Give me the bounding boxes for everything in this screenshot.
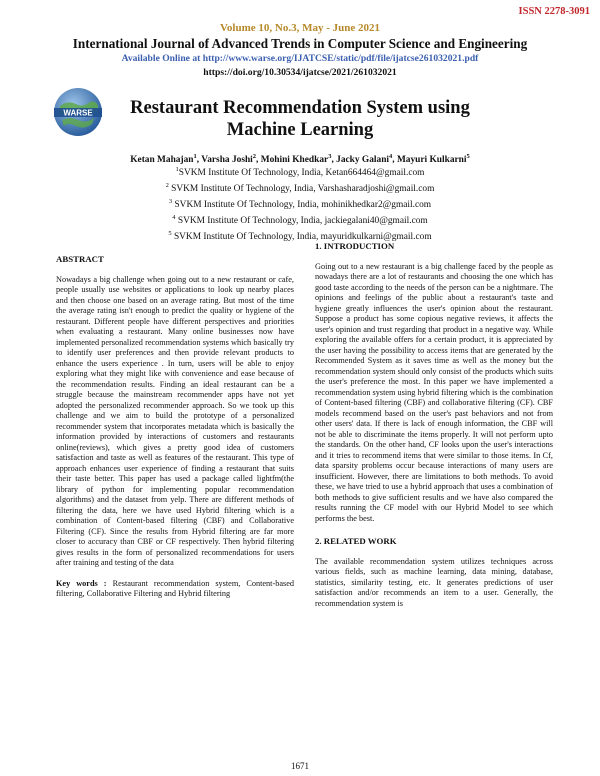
left-column	[56, 254, 294, 600]
affiliation: $^2$ SVKM Institute Of Technology, India, Varshasharadjoshi@gmail.com	[165, 181, 435, 195]
paper-title	[0, 97, 600, 141]
keywords-text: Restaurant recommendation system, Content-based filtering, Collaborative Filtering and Hybrid filtering	[56, 578, 295, 598]
author: Mayuri Kulkarni$^5$	[396, 153, 470, 166]
keywords-label: Key words :	[56, 578, 107, 588]
affiliation: $^4$ SVKM Institute Of Technology, India, jackiegalani40@gmail.com	[172, 213, 428, 226]
affiliation: $^5$ SVKM Institute Of Technology, India, mayuridkulkarni@gmail.com	[168, 229, 432, 242]
keywords	[56, 579, 294, 600]
journal-title: International Journal of Advanced Trends in Computer Science and Engineering	[72, 36, 528, 51]
affiliation-list	[0, 164, 600, 244]
abstract-text: Nowadays a big challenge when going out to a new restaurant or cafe, people usually use websites or applications to look up nearby places and then choose one based on an average rating. But most of the time the average rating isn't enough to predict the quality or hygiene of the restaurant. Different people have different perspectives and priorities when evaluating a restaurant. Many online businesses now have implemented personalized recommendation systems which basically try to identify user preferences and then provide relevant products to enhance the users experience . In turn, users will be able to enjoy exploring what they might like with convenience and ease because of the recommendation results. Finding an ideal restaurant can be a struggle because the mainstream recommender apps have not yet adopted the personalized recommender approach. So we took up this challenge and we aim to build the prototype of a personalized recommender system that incorporates metadata which is basically the information provided by interactions of customers and restaurants online(reviews), which gives a pretty good idea of customers satisfaction and taste as well as features of the restaurant. This type of approach enhances user experience of finding a restaurant that suits their taste better. This paper has used a package called lightfm(the library of python for implementing popular recommendation algorithms) and the dataset from yelp. There are different methods of filtering the data, here we have used Hybrid filtering which is a combination of Content-based filtering (CBF) and Collaborative Filtering (CF). Since the results from Hybrid filtering are far more closer to accuracy than CBF or CF respectively. Then hybrid filtering gives results in the form of personalized recommendations for users after training and testing of the data	[56, 274, 294, 567]
affiliation: $^3$ SVKM Institute Of Technology, India, mohinikhedkar2@gmail.com	[168, 197, 432, 210]
right-column	[315, 241, 553, 609]
page-number: 1671	[291, 761, 309, 771]
volume-line: Volume 10, No.3, May - June 2021	[219, 22, 380, 34]
available-online-link[interactable]: Available Online at http://www.warse.org/IJATCSE/static/pdf/file/ijatcse261032021.pdf	[121, 53, 479, 64]
abstract-heading: ABSTRACT	[56, 254, 104, 264]
title-line-2: Machine Learning	[226, 120, 374, 140]
author: Mohini Khedkar$^3$,	[260, 153, 337, 166]
author: Ketan Mahajan$^1$,	[130, 153, 202, 166]
author: Jacky Galani$^4$,	[336, 153, 397, 166]
doi-link[interactable]: https://doi.org/10.30534/ijatcse/2021/261032021	[203, 67, 397, 78]
affiliation: $^1$SVKM Institute Of Technology, India, Ketan664464@gmail.com	[175, 166, 425, 179]
related-work-heading: 2. RELATED WORK	[315, 536, 397, 546]
author: Varsha Joshi$^2$,	[201, 153, 261, 166]
introduction-heading: 1. INTRODUCTION	[315, 241, 395, 251]
introduction-text: Going out to a new restaurant is a big challenge faced by the people as nowadays there are a lot of restaurants and choosing the one which has good taste according to the needs of the person can be a nightmare. The opinions and feelings of the public about a restaurant's taste and hygiene greatly influences the user's opinion about the restaurant. Suppose a product has some copious negative reviews, it affects the user's opinion and trust regarding that product in a negative way. While exploring the available offers for a certain product, it is appreciated by the user having the possibility to access items that are generated by the Recommended System as it saves time as well as the money but the recommendation system should only consist of the products which suits the user's preference the most. In this paper we have implemented a recommendation system using hybrid filtering which is the combination of Content-based filtering (CBF) and collaborative filtering (CF). CBF models recommend based on the user's past behaviors and not from other users' data. If there is lack of enough information, the CBF will not be able to discriminate the items properly. It will not perform upto the standards. On the other hand, CF looks upon the user's interactions and it tries to recommend items that were similar to those items. In Cf, data sparsity problems occur because interactions of many users are insufficient. However, there are limitations to both methods. To avoid these, we have tried to use a hybrid approach that uses a combination of both methods to give sufficient results and we have also compared the results running the CF model with our Hybrid Model to see which performs the best.	[315, 261, 553, 523]
title-line-1: Restaurant Recommendation System using	[130, 98, 470, 118]
issn-label: ISSN 2278-3091	[518, 6, 590, 17]
logo-text: WARSE	[63, 108, 93, 118]
related-work-text: The available recommendation system utilizes techniques across various fields, such as machine learning, data mining, database, statistics, similarity testing, etc. It generates predictions of user satisfaction and/or recommends an item to a user. Generally, the recommendation system is	[315, 556, 553, 608]
